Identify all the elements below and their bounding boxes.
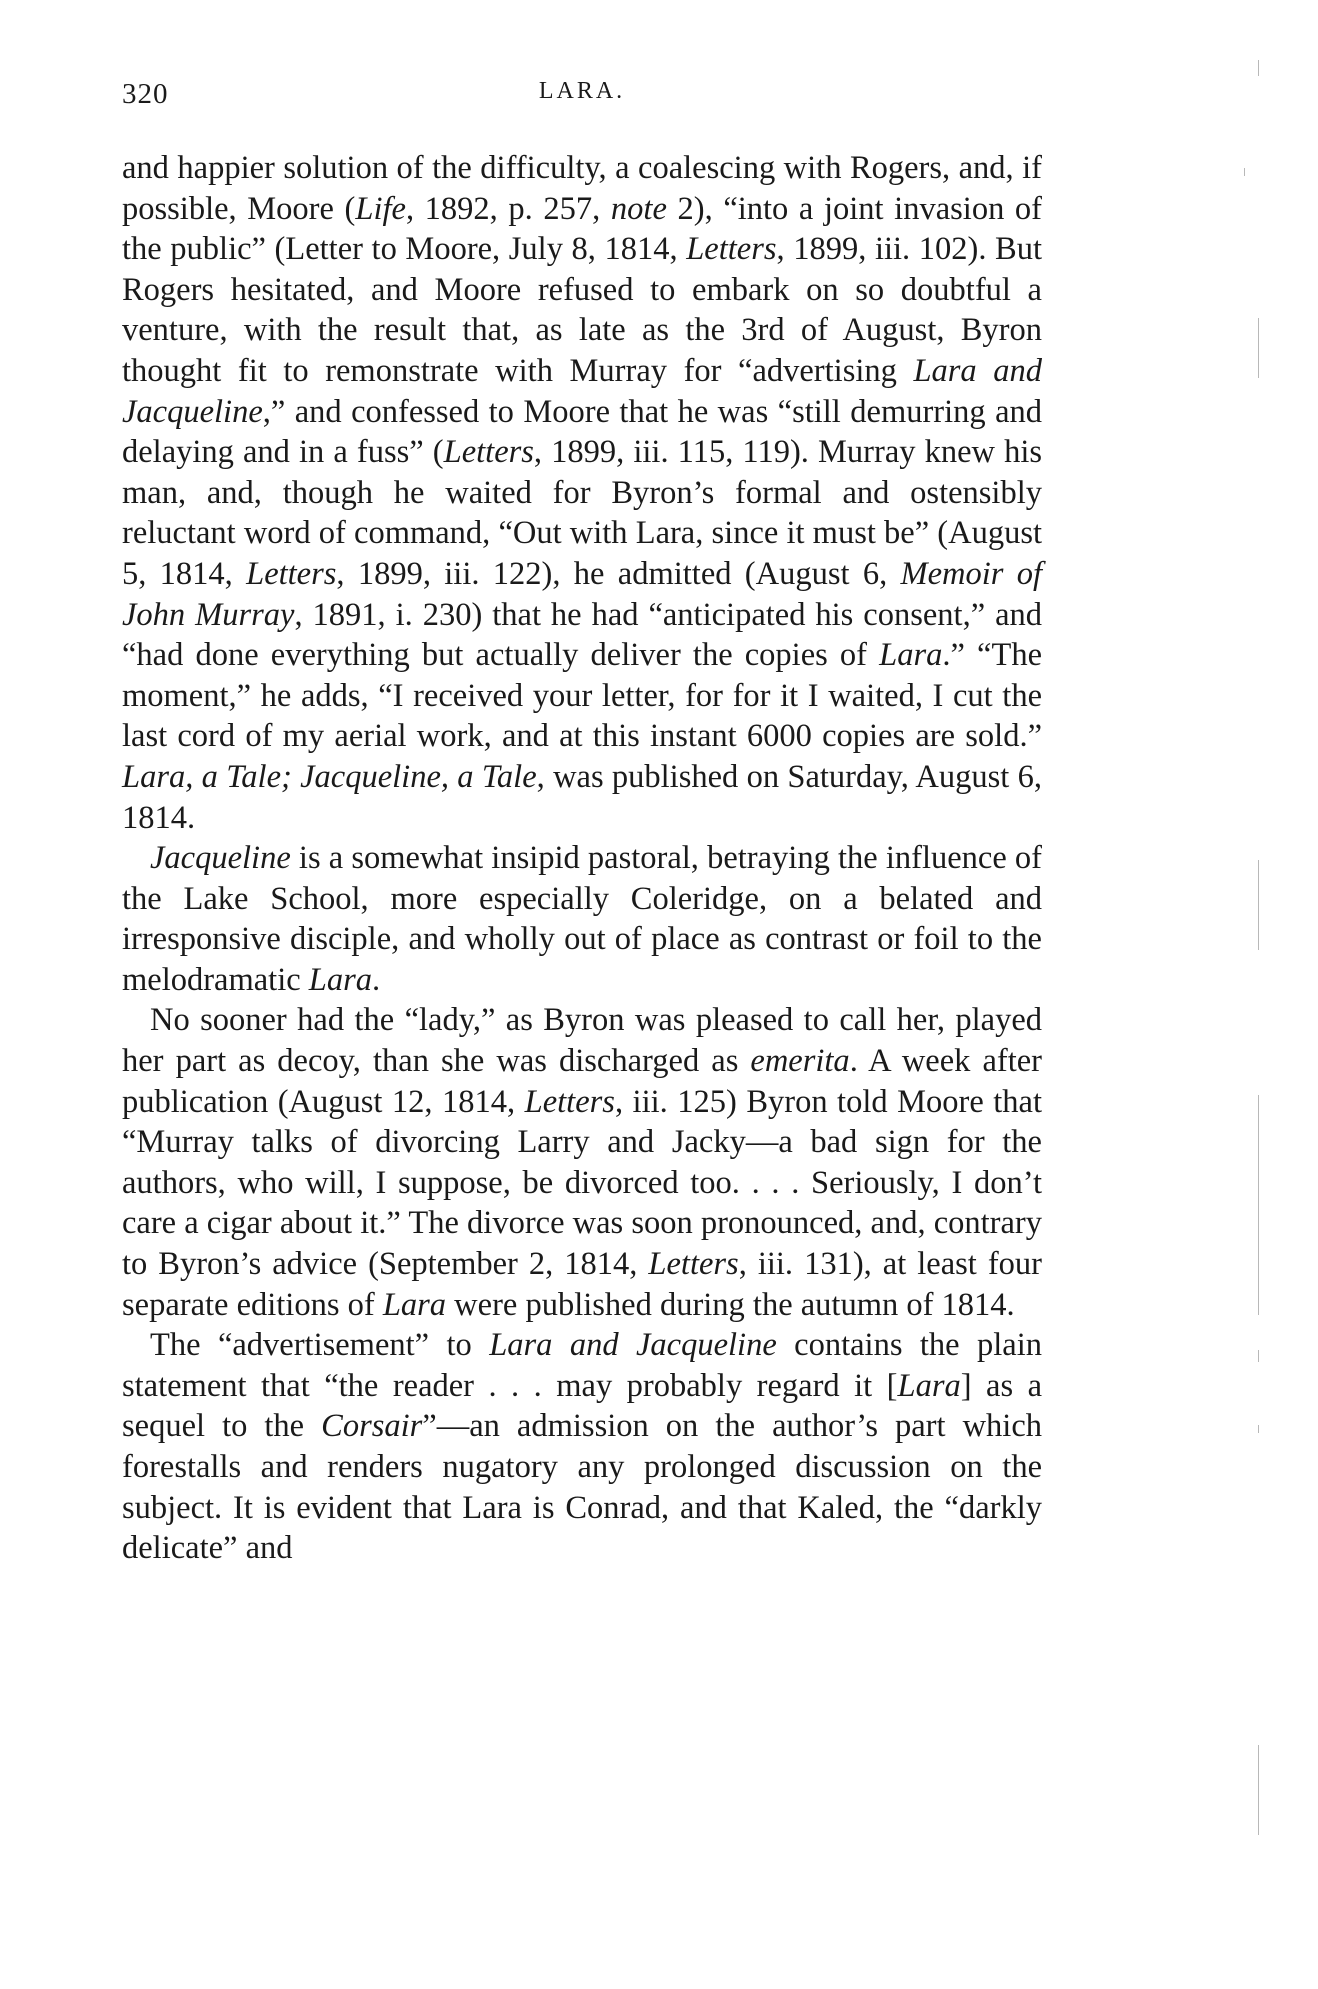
paragraph-4 — [122, 1325, 1042, 1569]
italic-run: Lara — [879, 637, 943, 674]
body-text — [122, 148, 1042, 1569]
scan-mark — [1258, 1425, 1259, 1433]
running-title: LARA. — [538, 78, 626, 104]
scan-mark — [1258, 1350, 1259, 1362]
italic-run: Lara, a Tale; Jacqueline, a Tale — [122, 758, 537, 795]
text-run: , 1891, i. 230) that he had “anticipated his consent,” and “had done everything but actually deliver the copies of — [122, 596, 1042, 674]
text-run: , 1892, p. 257, — [405, 190, 611, 227]
text-run: .” “The moment,” he adds, “I received your letter, for for it I waited, I cut the last cord of my aerial work, and at this instant 6000 copies are sold.” — [122, 637, 1042, 755]
running-head — [122, 78, 1042, 118]
scan-margin-marks — [1258, 0, 1278, 1989]
paragraph-2 — [122, 838, 1042, 1000]
scan-mark — [1258, 1095, 1259, 1315]
scan-mark — [1258, 318, 1259, 378]
italic-run: Corsair — [321, 1408, 423, 1445]
text-run: is a somewhat insipid pastoral, betraying the influence of the Lake School, more especially Coleridge, on a belated and irresponsive disciple, and wholly out of place as contrast or foil to the melodramatic — [122, 840, 1042, 998]
page-number: 320 — [122, 78, 169, 110]
text-run: , 1899, iii. 115, 119). Murray knew his man, and, though he waited for Byron’s formal and ostensibly reluctant word of command, “Out with Lara, since it must be” (August 5, 1814, — [122, 434, 1043, 592]
text-run: , iii. 131), at least four separate editions of — [122, 1246, 1042, 1323]
italic-run: Lara — [897, 1367, 961, 1404]
text-run: ,” and confessed to Moore that he was “still demurring and delaying and in a fuss” ( — [122, 393, 1042, 471]
text-run: contains the plain statement that “the reader . . . may probably regard it [ — [122, 1327, 1043, 1404]
text-run: ”—an admission on the author’s part which forestalls and renders nugatory any prolonged discussion on the subject. It is evident that Lara is Conrad, and that Kaled, the “darkly delicate” and — [122, 1408, 1043, 1567]
italic-run: Memoir of John Murray — [122, 555, 1042, 633]
italic-run: Life — [355, 190, 406, 227]
text-run: . A week after publication (August 12, 1814, — [122, 1043, 1042, 1120]
text-run: were published during the autumn of 1814. — [446, 1286, 1015, 1323]
paragraph-3 — [122, 1000, 1042, 1325]
italic-run: Letters — [524, 1083, 615, 1120]
scan-mark — [1258, 60, 1259, 76]
italic-run: Lara and Jacqueline — [122, 352, 1042, 430]
text-run: , 1899, iii. 102). But Rogers hesitated, and Moore refused to embark on so doubtful a venture, with the result that, as late as the 3rd of August, Byron thought fit to remonstrate with Murray for “advertising — [122, 231, 1042, 389]
italic-run: Lara and Jacqueline — [489, 1327, 777, 1364]
text-run: No sooner had the “lady,” as Byron was pleased to call her, played her part as decoy, than she was discharged as — [122, 1002, 1042, 1080]
italic-run: Letters — [443, 434, 534, 471]
italic-run: emerita — [750, 1043, 850, 1080]
italic-run: Letters — [246, 555, 337, 592]
text-run: ] as a sequel to the — [122, 1367, 1042, 1445]
text-run: and happier solution of the difficulty, a coalescing with Rogers, and, if possible, Moore ( — [122, 150, 1042, 227]
scan-mark — [1258, 1745, 1259, 1835]
scan-mark — [1244, 168, 1245, 176]
italic-run: Lara — [308, 961, 373, 998]
italic-run: Jacqueline — [150, 840, 291, 877]
scan-mark — [1258, 860, 1259, 950]
text-run: , iii. 125) Byron told Moore that “Murray talks of divorcing Larry and Jacky—a bad sign for the authors, who will, I suppose, be divorced too. . . . Seriously, I don’t care a cigar about it.” The divorce was soon pronounced, and, contrary to Byron’s advice (September 2, 1814, — [122, 1083, 1042, 1283]
text-run: , was published on Saturday, August 6, 1814. — [122, 758, 1042, 836]
text-run: The “advertisement” to — [150, 1327, 490, 1364]
text-run: . — [372, 961, 381, 998]
italic-run: Letters — [648, 1246, 739, 1283]
italic-run: Lara — [382, 1286, 447, 1323]
italic-run: Letters — [686, 231, 777, 268]
text-run: 2), “into a joint invasion of the public” (Letter to Moore, July 8, 1814, — [122, 190, 1043, 268]
italic-run: note — [610, 190, 667, 227]
paragraph-1 — [122, 148, 1042, 838]
text-run: , 1899, iii. 122), he admitted (August 6, — [336, 555, 901, 592]
